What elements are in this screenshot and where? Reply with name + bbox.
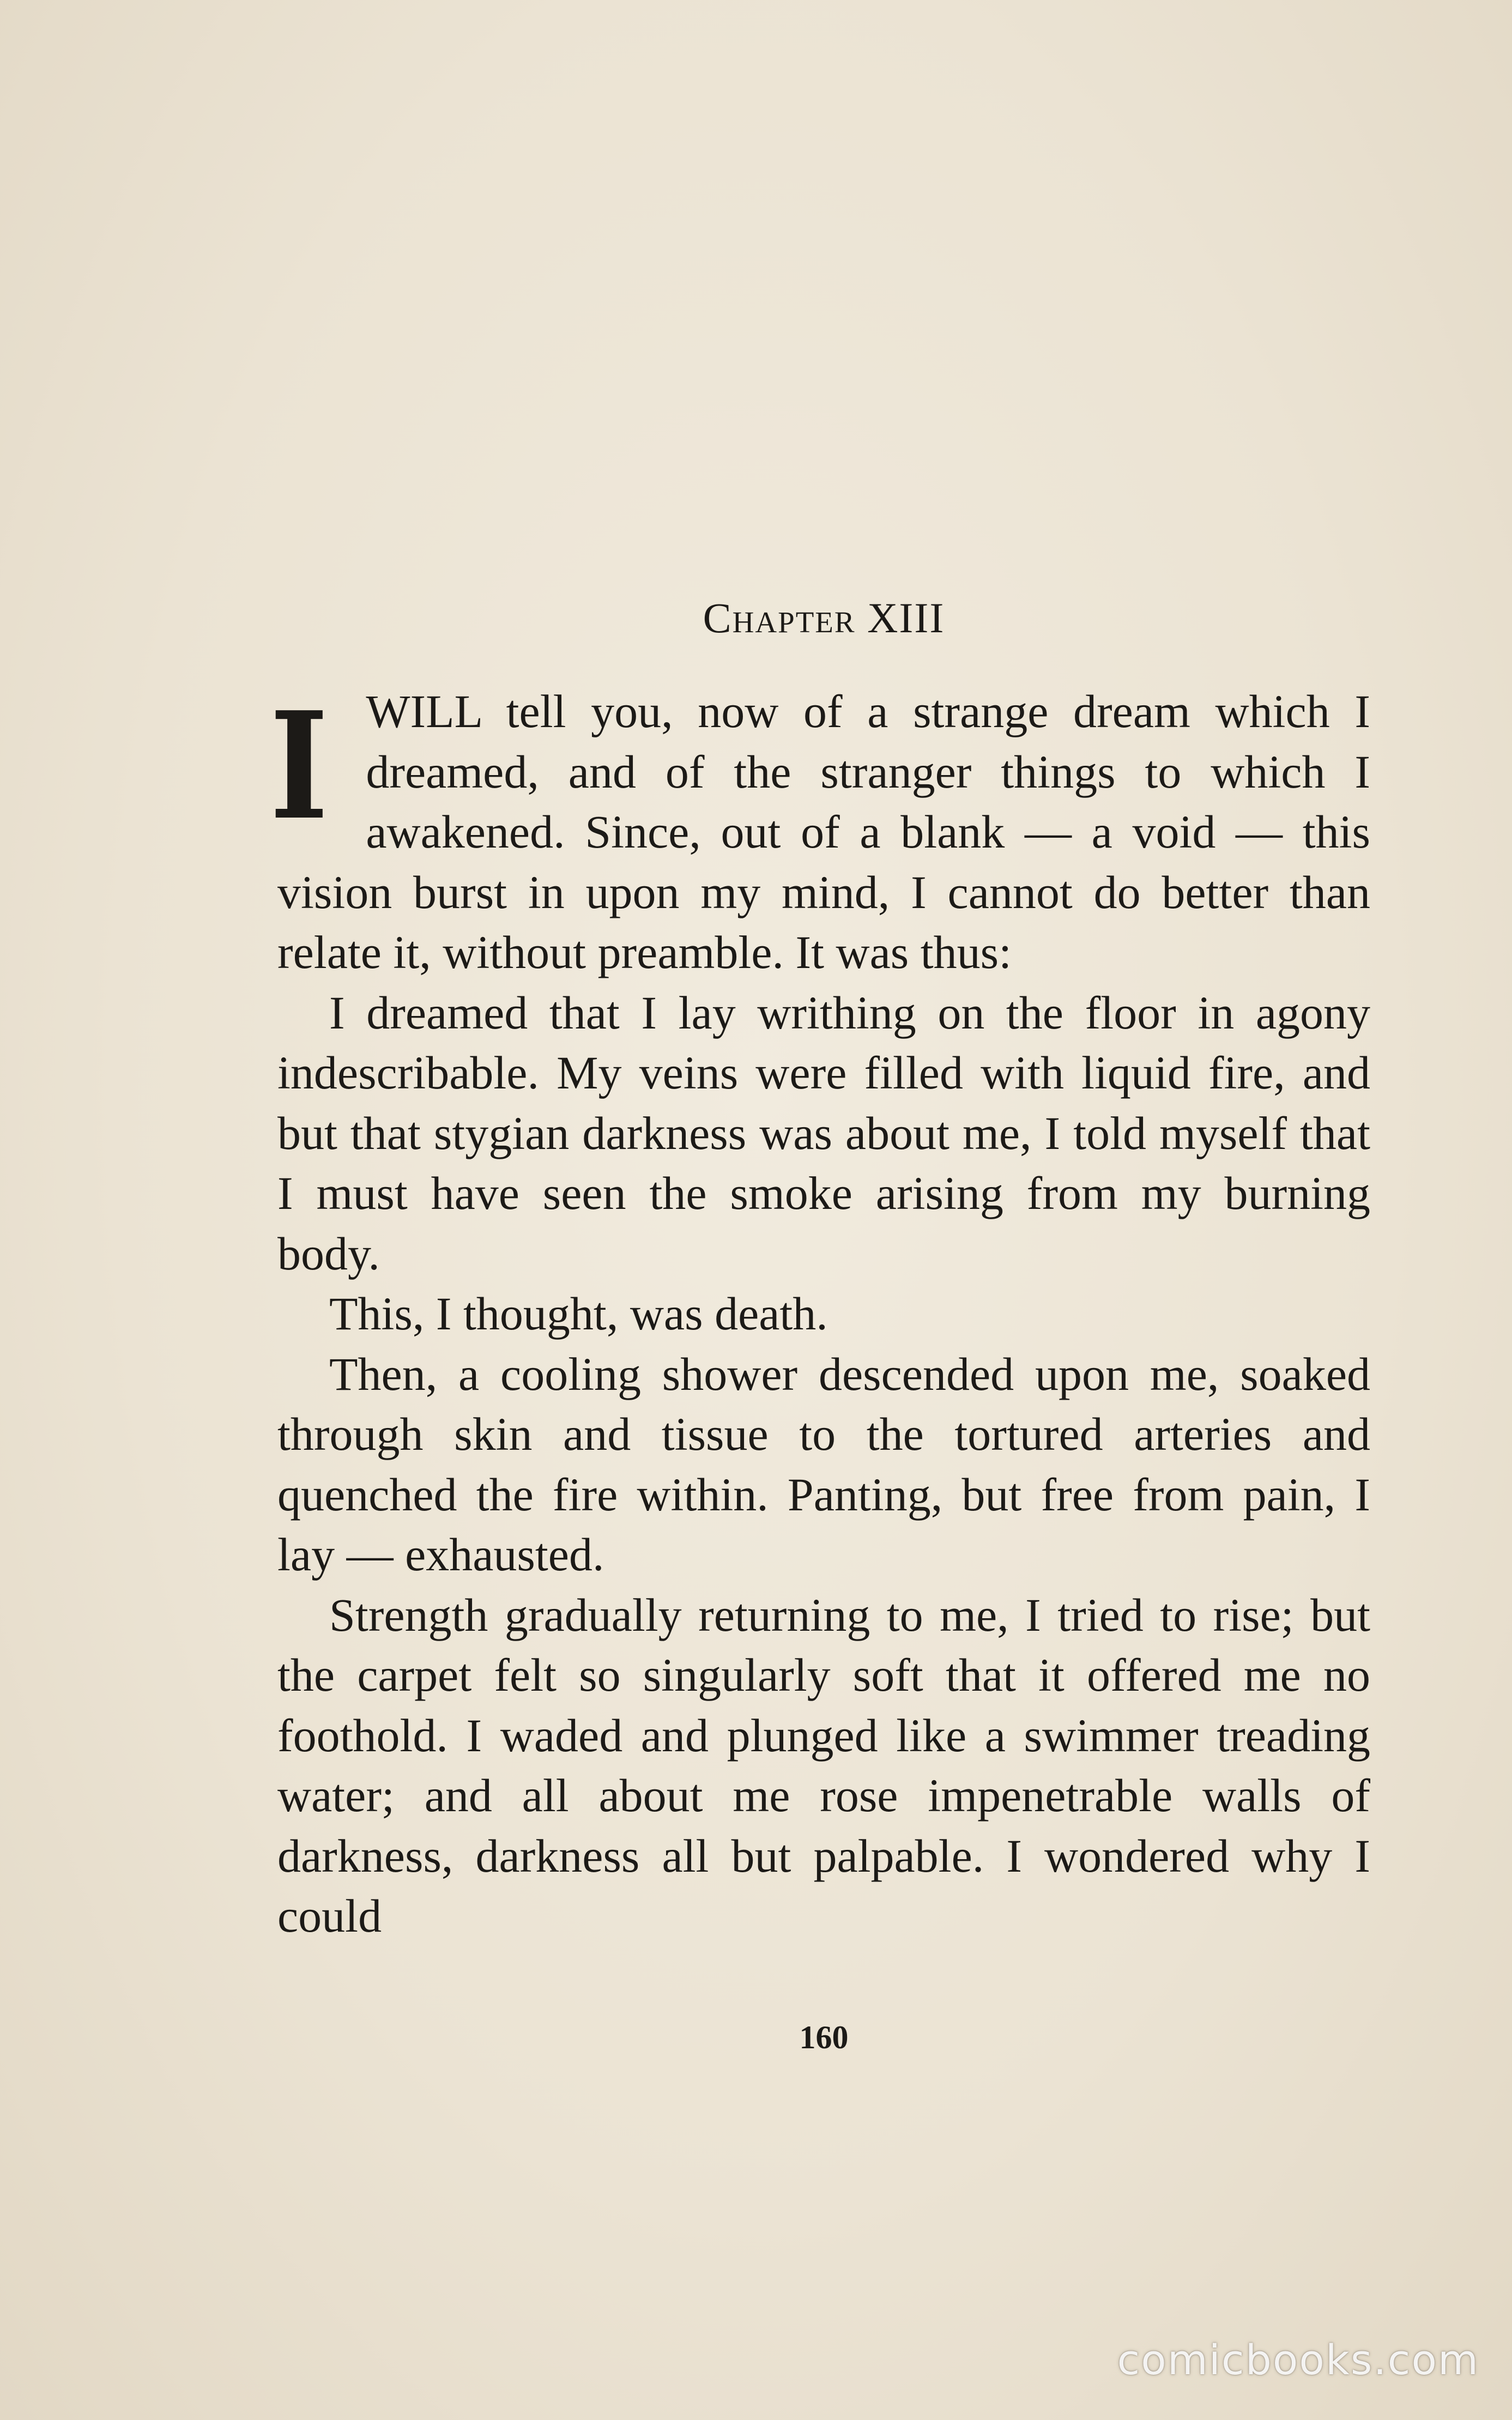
chapter-heading: Chapter XIII (703, 594, 945, 642)
paragraph-5: Strength gradually returning to me, I tried to rise; but the carpet felt so singularly soft that it offered me no foothold. I waded and plunged like a swimmer treading water; and all about me rose impenetrable walls of darkness, darkness all but palpable. I wondered why I could (277, 1588, 1370, 1942)
paragraph-2: I dreamed that I lay writhing on the floor in agony indescribable. My veins were filled with liquid fire, and but that stygian darkness was about me, I told myself that I must have seen the smoke arising from my burning body. (277, 986, 1370, 1280)
watermark: comicbooks.com (1117, 2336, 1479, 2384)
page-number: 160 (799, 2019, 849, 2055)
paragraph-1 (270, 679, 1370, 983)
paragraph-1-text: WILL tell you, now of a strange dream which I dreamed, and of the stranger things to which I awakened. Since, out of a blank — a void — this vision burst in upon my mind, I cannot do better than relate it, without preamble. It was thus: (277, 685, 1370, 978)
body-text (270, 679, 1370, 1946)
paragraph-3: This, I thought, was death. (329, 1287, 828, 1340)
drop-cap: I (270, 679, 329, 852)
paragraph-4: Then, a cooling shower descended upon me, soaked through skin and tissue to the tortured arteries and quenched the fire within. Panting, but free from pain, I lay — exhausted. (277, 1347, 1370, 1581)
